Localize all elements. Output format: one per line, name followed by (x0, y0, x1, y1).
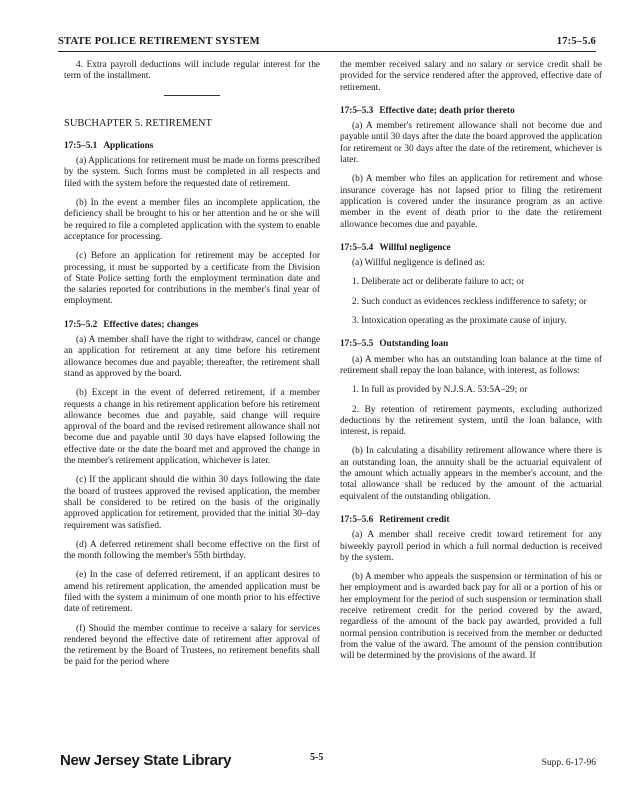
paragraph: (b) A member who appeals the suspension or termination of his or her employment and is awarded back pay for all or a portion of his or her employment for the period of such suspension or termination shall receive retirement credit for the period covered by the award, regardless of the amount of the back pay awarded, provided a full normal pension contribution is received from the member or deducted from the value of the award. The amount of the pension contribution will be determined by the provisions of the award. If (340, 572, 602, 662)
section-title: Retirement credit (379, 514, 450, 525)
paragraph: (e) In the case of deferred retirement, if an applicant desires to amend his retirement application, the amended application must be filed with the system a minimum of one month prior to his effective date of retirement. (64, 570, 320, 615)
list-item: 1. Deliberate act or deliberate failure to act; or (352, 277, 525, 288)
library-watermark: New Jersey State Library (60, 752, 232, 769)
list-item: 2. Such conduct as evidences reckless indifference to safety; or (352, 296, 587, 307)
paragraph: (b) In calculating a disability retirement allowance where there is an outstanding loan, the annuity shall be the actuarial equivalent of the amount which actually appears in the member's account, and the total allowance shall be reduced by the amount of the actuarial equivalent of the outstanding obligation. (340, 446, 602, 502)
header-rule (58, 51, 596, 52)
section-title: Effective date; death prior thereto (379, 105, 515, 116)
section-heading-5-5 (340, 339, 602, 350)
supplement-date: Supp. 6-17-96 (541, 758, 596, 768)
paragraph-item-4: 4. Extra payroll deductions will include regular interest for the term of the installment. (64, 60, 320, 82)
section-title: Applications (103, 140, 154, 151)
list-item: 3. Intoxication operating as the proximate cause of injury. (352, 316, 567, 327)
section-heading-5-2 (64, 320, 320, 331)
paragraph: (b) In the event a member files an incomplete application, the deficiency shall be brought to his or her attention and he or she will be required to file a completed application with the system to enable acceptance for processing. (64, 198, 320, 242)
paragraph: (c) If the applicant should die within 30 days following the date the board of trustees approved the revised application, the member shall be considered to be retired on the basis of the originally approved application for retirement, provided that the initial 30–day requirement was satisfied. (64, 475, 320, 531)
left-column (64, 60, 320, 677)
section-heading-5-3 (340, 106, 602, 117)
header-title: STATE POLICE RETIREMENT SYSTEM (58, 36, 260, 47)
subchapter-title: SUBCHAPTER 5. RETIREMENT (64, 117, 212, 129)
paragraph: (a) Applications for retirement must be made on forms prescribed by the system. Such forms must be completed in all respects and filed with the system before the requested date of retirement. (64, 156, 320, 189)
page-footer (60, 752, 596, 769)
section-heading-5-1 (64, 141, 320, 152)
section-heading-5-6 (340, 515, 602, 526)
section-number: 17:5–5.5 (340, 339, 374, 350)
section-number: 17:5–5.4 (340, 242, 374, 253)
paragraph: (c) Before an application for retirement may be accepted for processing, it must be supported by a certificate from the Division of State Police setting forth the employment termination date and the salaries reported for contributions in the member's final year of employment. (64, 251, 320, 307)
section-title: Outstanding loan (379, 339, 449, 350)
running-header (58, 36, 596, 49)
paragraph: (a) A member shall receive credit toward retirement for any biweekly payroll period in which a full normal deduction is received by the system. (340, 530, 602, 563)
section-heading-5-4 (340, 243, 602, 254)
section-title: Willful negligence (379, 242, 451, 253)
paragraph: (a) A member's retirement allowance shall not become due and payable until 30 days after the date the board approved the application for retirement or 30 days after the date of the retirement, whichever is later. (340, 121, 602, 166)
list-item: 1. In full as provided by N.J.S.A. 53:5A–29; or (352, 385, 528, 396)
section-number: 17:5–5.1 (64, 140, 98, 151)
paragraph-continued: the member received salary and no salary or service credit shall be provided for the service rendered after the approved, effective date of retirement. (340, 60, 602, 93)
header-section-range: 17:5–5.6 (556, 36, 596, 47)
section-divider (164, 95, 220, 96)
paragraph: (f) Should the member continue to receive a salary for services rendered beyond the effective date of retirement after approval of the retirement by the Board of Trustees, no retirement benefits shall be paid for the period where (64, 623, 320, 668)
paragraph: (a) Willful negligence is defined as: (352, 258, 485, 269)
right-column (340, 60, 602, 670)
section-number: 17:5–5.3 (340, 105, 374, 116)
paragraph: (a) A member who has an outstanding loan balance at the time of retirement shall repay the loan balance, with interest, as follows: (340, 354, 602, 376)
section-title: Effective dates; changes (103, 319, 199, 330)
paragraph: (b) Except in the event of deferred retirement, if a member requests a change in his retirement application before his retirement allowance becomes due and payable, said change will require approval of the board and the revised retirement allowance shall not become due and payable until 30 days have elapsed following the effective date or the date the board met and approved the change in the member's retirement application, whichever is later. (64, 388, 320, 467)
list-item: 2. By retention of retirement payments, excluding authorized deductions by the retirement system, until the loan balance, with interest, is repaid. (340, 404, 602, 438)
paragraph: (b) A member who files an application for retirement and whose insurance coverage has not lapsed prior to filing the retirement application is covered under the insurance program as an active member in the event of death prior to the date the retirement allowance becomes due and payable. (340, 174, 602, 230)
paragraph: (a) A member shall have the right to withdraw, cancel or change an application for retirement at any time before his retirement allowance becomes due and payable; thereafter, the retirement shall stand as approved by the board. (64, 335, 320, 379)
paragraph: (d) A deferred retirement shall become effective on the first of the month following the member's 55th birthday. (64, 539, 320, 562)
section-number: 17:5–5.6 (340, 514, 374, 525)
page-number: 5-5 (310, 752, 324, 763)
section-number: 17:5–5.2 (64, 319, 98, 330)
